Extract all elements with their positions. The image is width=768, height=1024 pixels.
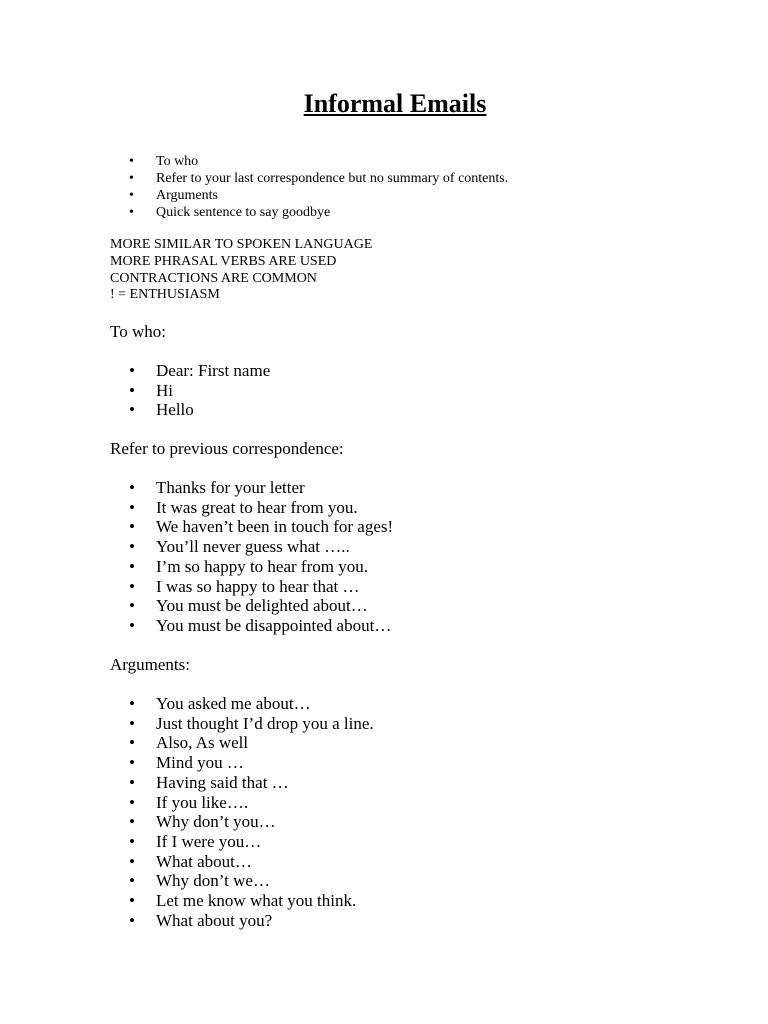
bullet-icon: • xyxy=(129,694,135,713)
list-item-text: I was so happy to hear that … xyxy=(156,576,360,596)
list-item xyxy=(0,204,508,221)
list-item xyxy=(0,381,270,401)
note-line: ! = ENTHUSIASM xyxy=(110,287,220,303)
outline-list xyxy=(0,153,508,221)
list-item xyxy=(0,871,374,891)
note-line: MORE PHRASAL VERBS ARE USED xyxy=(110,253,337,269)
list-item xyxy=(0,170,508,187)
list-item xyxy=(0,793,374,813)
list-item-text: If you like…. xyxy=(156,792,249,812)
style-notes xyxy=(110,237,372,304)
bullet-icon: • xyxy=(129,713,135,733)
section-heading-to-who: To who: xyxy=(110,322,166,341)
bullet-icon: • xyxy=(129,380,135,400)
list-item-text: To who xyxy=(156,154,199,169)
bullet-icon: • xyxy=(129,556,135,576)
section-heading-arguments: Arguments: xyxy=(110,655,190,674)
bullet-icon: • xyxy=(129,772,135,792)
list-item-text: Mind you … xyxy=(156,753,244,773)
list-item-text: You asked me about… xyxy=(156,694,311,713)
bullet-icon: • xyxy=(129,537,135,557)
bullet-icon: • xyxy=(129,831,135,851)
bullet-icon: • xyxy=(129,891,135,911)
list-item-text: What about… xyxy=(156,851,252,871)
bullet-icon: • xyxy=(129,497,135,517)
bullet-icon: • xyxy=(129,361,135,380)
list-item-text: Having said that … xyxy=(156,772,289,792)
list-item-text: Hi xyxy=(156,380,173,400)
list-item-text: If I were you… xyxy=(156,831,262,851)
bullet-icon: • xyxy=(129,615,135,635)
bullet-icon: • xyxy=(129,733,135,753)
list-item-text: You must be disappointed about… xyxy=(156,615,392,635)
bullet-icon: • xyxy=(129,851,135,871)
list-item-text: It was great to hear from you. xyxy=(156,497,358,517)
bullet-icon: • xyxy=(129,205,134,220)
list-item-text: Why don’t you… xyxy=(156,812,276,832)
bullet-icon: • xyxy=(129,753,135,773)
greetings-list xyxy=(0,361,270,420)
list-item-text: What about you? xyxy=(156,910,273,930)
bullet-icon: • xyxy=(129,871,135,891)
list-item xyxy=(0,153,508,170)
list-item xyxy=(0,596,393,616)
list-item xyxy=(0,361,270,381)
list-item xyxy=(0,557,393,577)
bullet-icon: • xyxy=(129,154,134,169)
bullet-icon: • xyxy=(129,596,135,616)
bullet-icon: • xyxy=(129,910,135,930)
arguments-list xyxy=(0,694,374,930)
list-item xyxy=(0,753,374,773)
list-item xyxy=(0,400,270,420)
list-item xyxy=(0,852,374,872)
list-item-text: Refer to your last correspondence but no summary of contents. xyxy=(156,171,509,186)
bullet-icon: • xyxy=(129,576,135,596)
list-item xyxy=(0,577,393,597)
list-item-text: Just thought I’d drop you a line. xyxy=(156,713,374,733)
list-item xyxy=(0,517,393,537)
note-line: MORE SIMILAR TO SPOKEN LANGUAGE xyxy=(110,237,373,252)
list-item-text: Arguments xyxy=(156,188,218,203)
bullet-icon: • xyxy=(129,188,134,203)
bullet-icon: • xyxy=(129,478,135,497)
list-item xyxy=(0,733,374,753)
list-item-text: Let me know what you think. xyxy=(156,891,357,911)
list-item-text: Quick sentence to say goodbye xyxy=(156,205,331,220)
list-item xyxy=(0,891,374,911)
list-item xyxy=(0,478,393,498)
list-item xyxy=(0,812,374,832)
note-line: CONTRACTIONS ARE COMMON xyxy=(110,270,317,286)
list-item-text: Thanks for your letter xyxy=(156,478,305,497)
bullet-icon: • xyxy=(129,400,135,420)
list-item-text: You’ll never guess what ….. xyxy=(156,537,350,557)
list-item xyxy=(0,911,374,931)
list-item xyxy=(0,773,374,793)
list-item xyxy=(0,832,374,852)
bullet-icon: • xyxy=(129,792,135,812)
section-heading-refer: Refer to previous correspondence: xyxy=(110,439,344,458)
document-title: Informal Emails xyxy=(303,89,487,118)
list-item-text: Also, As well xyxy=(156,733,249,753)
bullet-icon: • xyxy=(129,171,134,186)
list-item xyxy=(0,187,508,204)
list-item xyxy=(0,714,374,734)
list-item-text: Hello xyxy=(156,400,194,420)
list-item-text: We haven’t been in touch for ages! xyxy=(156,517,394,537)
list-item xyxy=(0,694,374,714)
list-item xyxy=(0,498,393,518)
bullet-icon: • xyxy=(129,517,135,537)
list-item-text: You must be delighted about… xyxy=(156,596,368,616)
correspondence-list xyxy=(0,478,393,636)
list-item xyxy=(0,537,393,557)
bullet-icon: • xyxy=(129,812,135,832)
list-item-text: I’m so happy to hear from you. xyxy=(156,556,368,576)
list-item-text: Why don’t we… xyxy=(156,871,270,891)
list-item xyxy=(0,616,393,636)
list-item-text: Dear: First name xyxy=(156,361,271,380)
